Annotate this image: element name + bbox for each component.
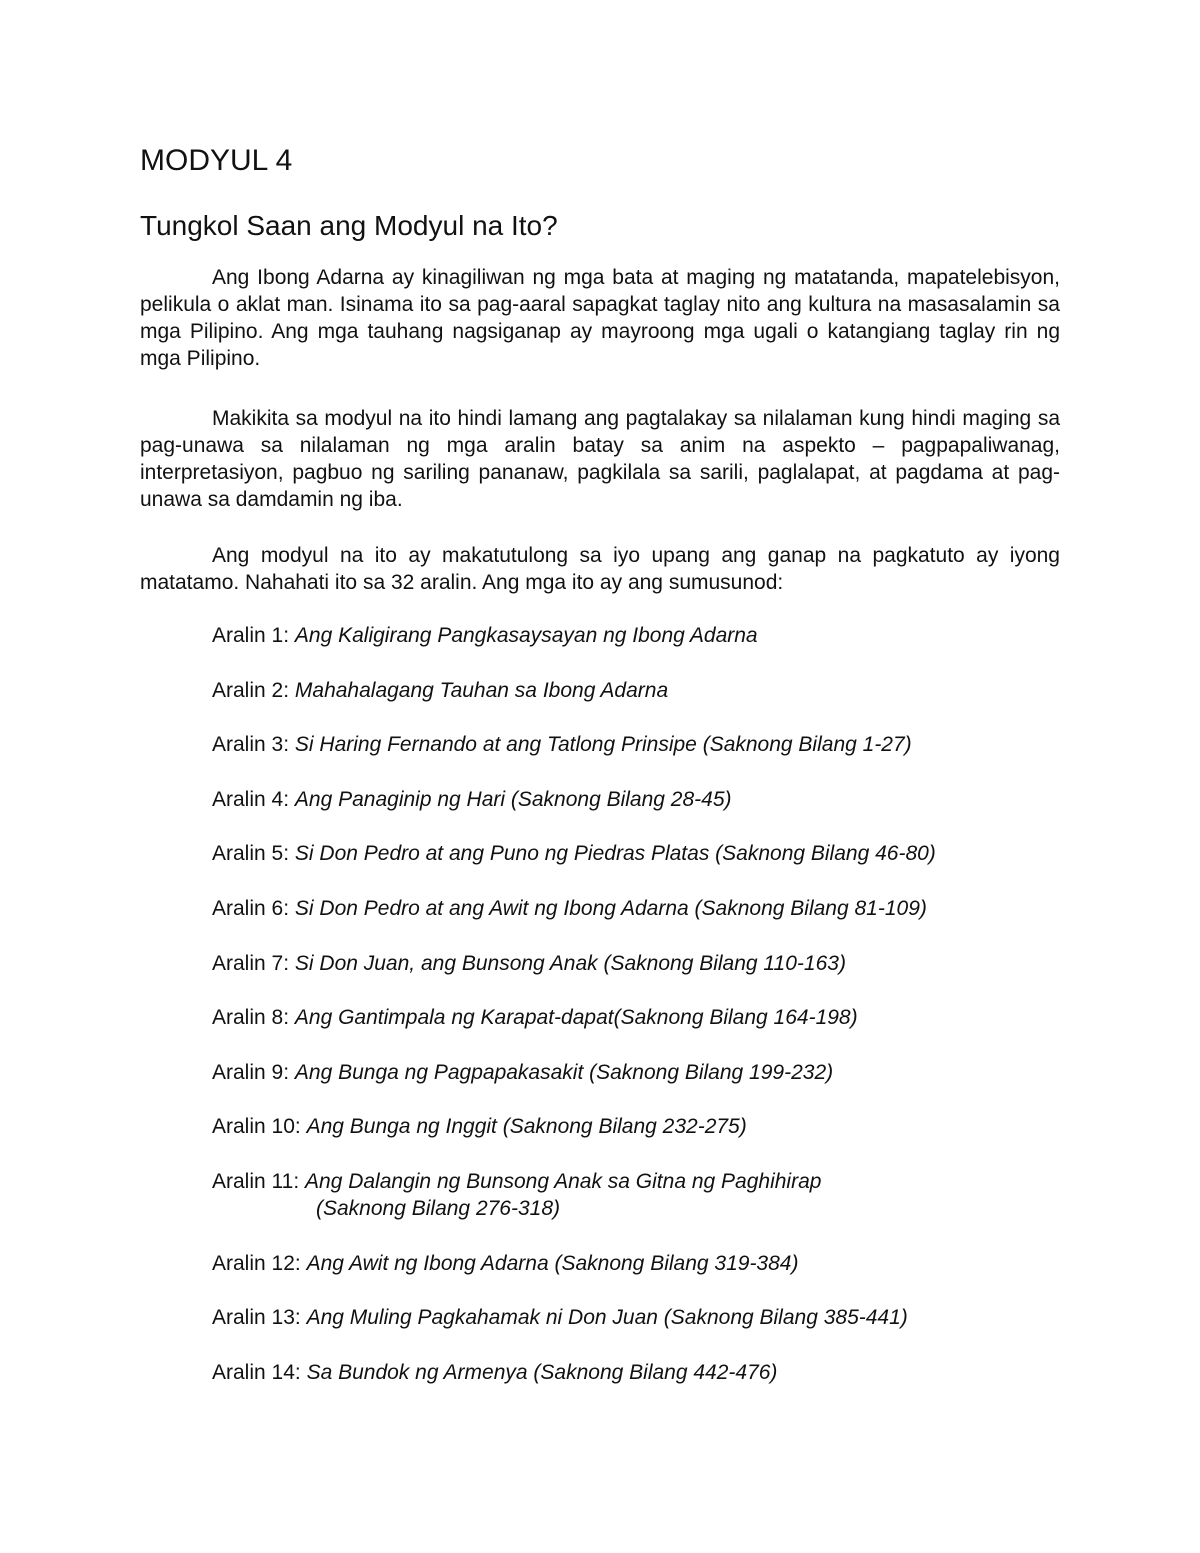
lesson-item [212,1250,1060,1305]
lesson-label: Aralin 5: [212,842,290,866]
lesson-item [212,1168,1060,1250]
lesson-item [212,950,1060,1005]
lesson-title: Ang Muling Pagkahamak ni Don Juan (Saknong Bilang 385-441) [306,1306,908,1330]
lesson-item [212,677,1060,732]
lesson-title: Ang Gantimpala ng Karapat-dapat(Saknong Bilang 164-198) [294,1006,858,1030]
lesson-item [212,731,1060,786]
lesson-label: Aralin 3: [212,733,290,757]
lesson-title: Si Haring Fernando at ang Tatlong Prinsipe (Saknong Bilang 1-27) [294,733,912,757]
lesson-item [212,1059,1060,1114]
lesson-label: Aralin 13: [212,1306,301,1330]
lesson-title: Ang Panaginip ng Hari (Saknong Bilang 28-45) [294,787,732,811]
lesson-title: Mahahalagang Tauhan sa Ibong Adarna [294,678,669,702]
document-page [140,0,1060,1553]
lesson-label: Aralin 7: [212,951,290,975]
lesson-title-continuation: (Saknong Bilang 276-318) [316,1196,561,1220]
lesson-item [212,895,1060,950]
lesson-label: Aralin 4: [212,787,290,811]
section-title: Tungkol Saan ang Modyul na Ito? [140,210,558,241]
lesson-item [212,1004,1060,1059]
lesson-item [212,840,1060,895]
aspects-paragraph: Makikita sa modyul na ito hindi lamang ang pagtalakay sa nilalaman kung hindi maging sa pag-unawa sa nilalaman ng mga aralin batay sa anim na aspekto – pagpapaliwanag, interpretasiyon, pagbuo ng sariling pananaw, pagkilala sa sarili, paglalapat, at pagdama at pag-unawa sa damdamin ng iba. [140,407,1060,511]
lesson-title: Si Don Pedro at ang Puno ng Piedras Platas (Saknong Bilang 46-80) [294,842,936,866]
lesson-title: Si Don Juan, ang Bunsong Anak (Saknong Bilang 110-163) [294,951,846,975]
lesson-item [212,1359,1060,1414]
lesson-label: Aralin 1: [212,624,290,647]
lesson-label: Aralin 11: [212,1169,300,1193]
lesson-label: Aralin 10: [212,1115,301,1139]
lesson-label: Aralin 6: [212,896,290,920]
lesson-label: Aralin 14: [212,1360,301,1384]
lesson-title: Sa Bundok ng Armenya (Saknong Bilang 442-476) [306,1360,778,1384]
lesson-title: Si Don Pedro at ang Awit ng Ibong Adarna (Saknong Bilang 81-109) [294,896,927,920]
lesson-item [212,1113,1060,1168]
lessons-intro-paragraph: Ang modyul na ito ay makatutulong sa iyo upang ang ganap na pagkatuto ay iyong matatamo. Nahahati ito sa 32 aralin. Ang mga ito ay ang sumusunod: [140,544,1060,594]
lesson-list [212,622,1060,1413]
lesson-item [212,622,1060,677]
lesson-title: Ang Bunga ng Pagpapakasakit (Saknong Bilang 199-232) [294,1060,834,1084]
lesson-title: Ang Kaligirang Pangkasaysayan ng Ibong Adarna [294,624,758,647]
intro-paragraph: Ang Ibong Adarna ay kinagiliwan ng mga bata at maging ng matatanda, mapatelebisyon, pelikula o aklat man. Isinama ito sa pag-aaral sapagkat taglay nito ang kultura na masasalamin sa mga Pilipino. Ang mga tauhang nagsiganap ay mayroong mga ugali o katangiang taglay rin ng mga Pilipino. [140,266,1060,370]
lesson-title: Ang Bunga ng Inggit (Saknong Bilang 232-275) [306,1115,747,1139]
lesson-label: Aralin 8: [212,1006,290,1030]
lesson-label: Aralin 12: [212,1251,301,1275]
lesson-label: Aralin 2: [212,678,290,702]
lesson-title: Ang Awit ng Ibong Adarna (Saknong Bilang 319-384) [306,1251,799,1275]
module-title: MODYUL 4 [140,144,293,177]
lesson-title: Ang Dalangin ng Bunsong Anak sa Gitna ng Paghihirap [305,1169,822,1193]
lesson-item [212,1304,1060,1359]
lesson-item [212,786,1060,841]
lesson-label: Aralin 9: [212,1060,290,1084]
